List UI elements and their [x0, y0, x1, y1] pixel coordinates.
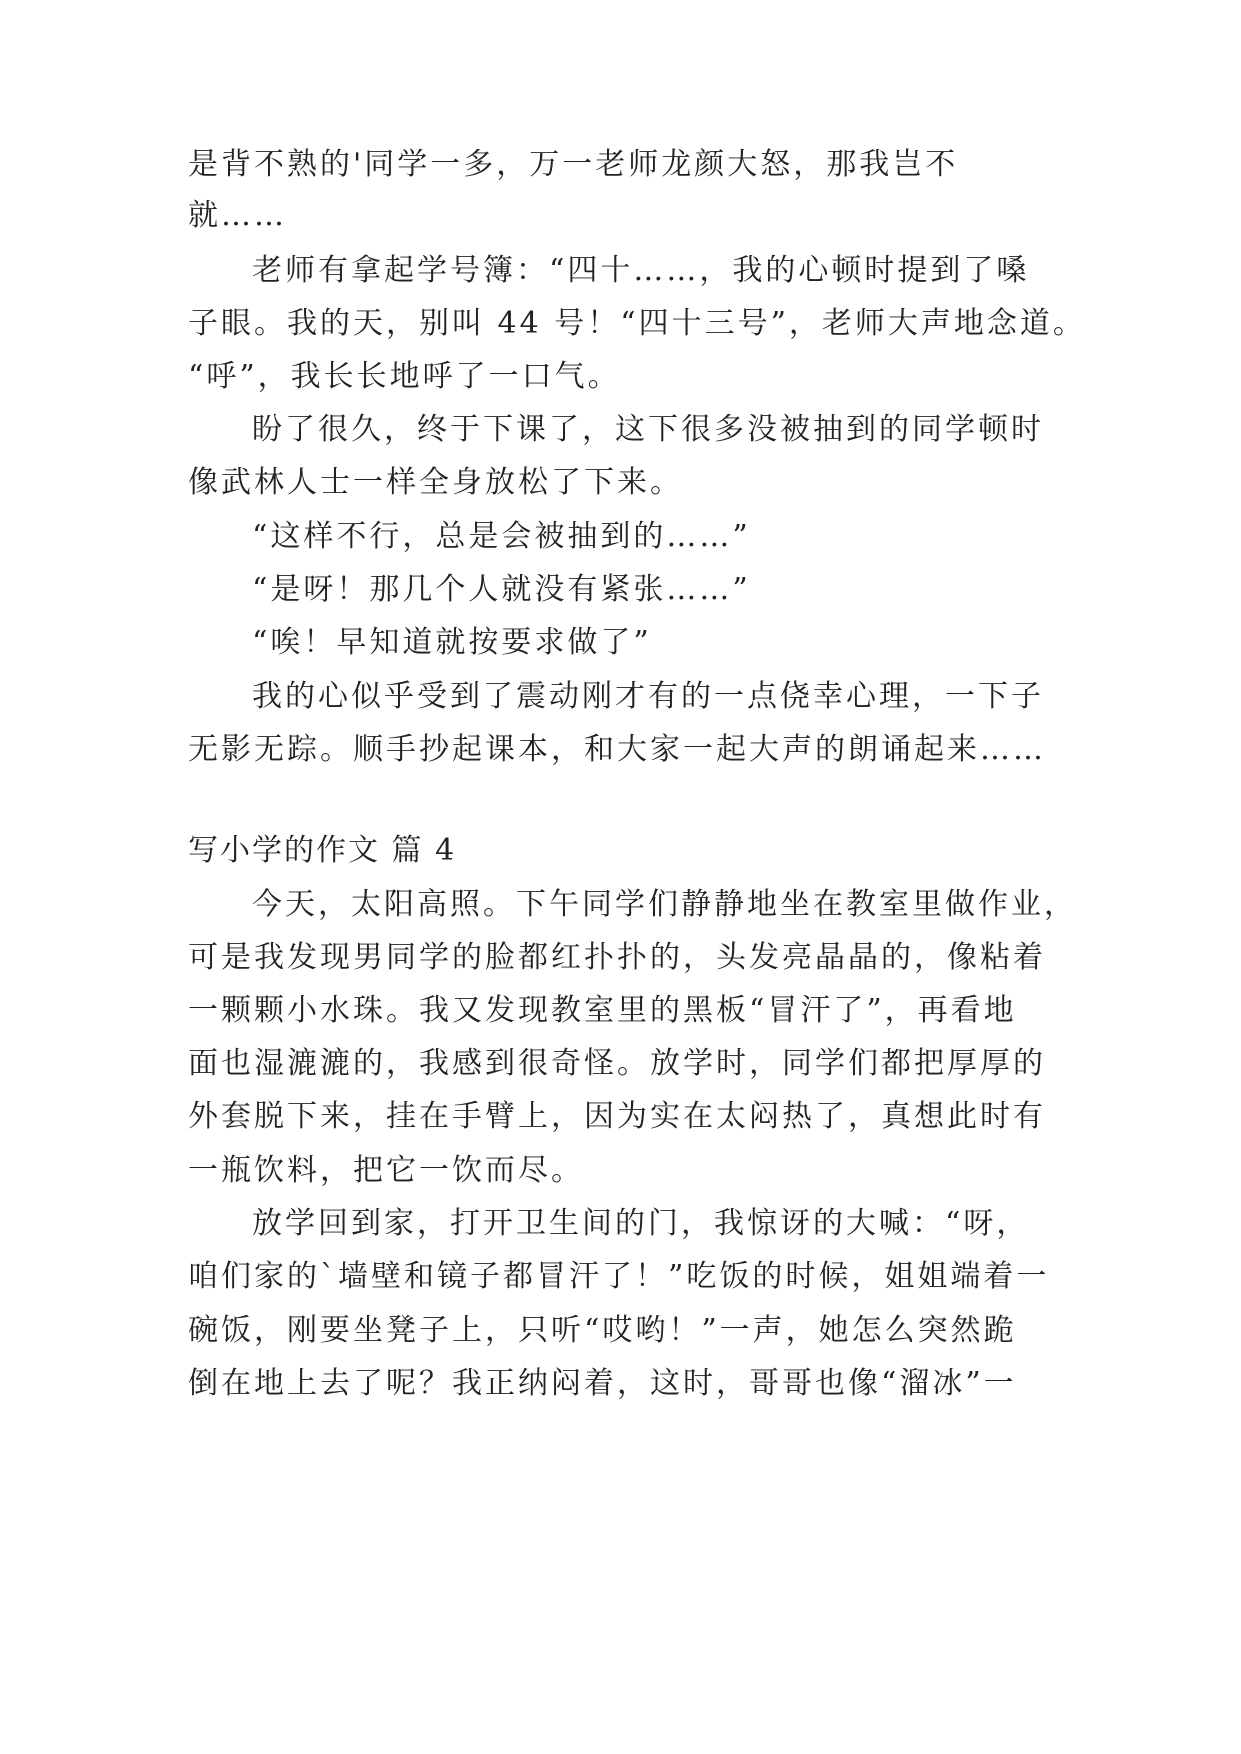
- text-line: 外套脱下来，挂在手臂上，因为实在太闷热了，真想此时有: [188, 1099, 1046, 1134]
- text-line: 是背不熟的'同学一多，万一老师龙颜大怒，那我岂不: [188, 147, 959, 182]
- text-line: 可是我发现男同学的脸都红扑扑的，头发亮晶晶的，像粘着: [188, 940, 1046, 975]
- text-line: “呼”，我长长地呼了一口气。: [188, 359, 621, 394]
- text-line: 一瓶饮料，把它一饮而尽。: [188, 1153, 584, 1188]
- text-line: 无影无踪。顺手抄起课本，和大家一起大声的朗诵起来……: [188, 732, 1046, 767]
- section-heading: 写小学的作文 篇 4: [188, 833, 457, 868]
- dialogue-line: “是呀！那几个人就没有紧张……”: [252, 572, 751, 607]
- text-line: 就……: [188, 198, 287, 233]
- text-line: 面也湿漉漉的，我感到很奇怪。放学时，同学们都把厚厚的: [188, 1046, 1046, 1081]
- text-line: 子眼。我的天，别叫 44 号！“四十三号”，老师大声地念道。: [188, 306, 1086, 341]
- paragraph-line: 老师有拿起学号簿：“四十……，我的心顿时提到了嗓: [252, 253, 1030, 288]
- paragraph-line: 放学回到家，打开卫生间的门，我惊讶的大喊：“呀，: [252, 1206, 1030, 1241]
- dialogue-line: “唉！早知道就按要求做了”: [252, 625, 652, 660]
- text-line: 倒在地上去了呢？我正纳闷着，这时，哥哥也像“溜冰”一: [188, 1366, 1017, 1401]
- paragraph-line: 我的心似乎受到了震动刚才有的一点侥幸心理，一下子: [252, 679, 1044, 714]
- text-line: 咱们家的`墙壁和镜子都冒汗了！”吃饭的时候，姐姐端着一: [188, 1259, 1050, 1294]
- paragraph-line: 盼了很久，终于下课了，这下很多没被抽到的同学顿时: [252, 412, 1044, 447]
- text-line: 一颗颗小水珠。我又发现教室里的黑板“冒汗了”，再看地: [188, 993, 1017, 1028]
- paragraph-line: 今天，太阳高照。下午同学们静静地坐在教室里做作业，: [252, 887, 1077, 922]
- text-line: 像武林人士一样全身放松了下来。: [188, 465, 683, 500]
- dialogue-line: “这样不行，总是会被抽到的……”: [252, 519, 751, 554]
- text-line: 碗饭，刚要坐凳子上，只听“哎哟！”一声，她怎么突然跪: [188, 1313, 1017, 1348]
